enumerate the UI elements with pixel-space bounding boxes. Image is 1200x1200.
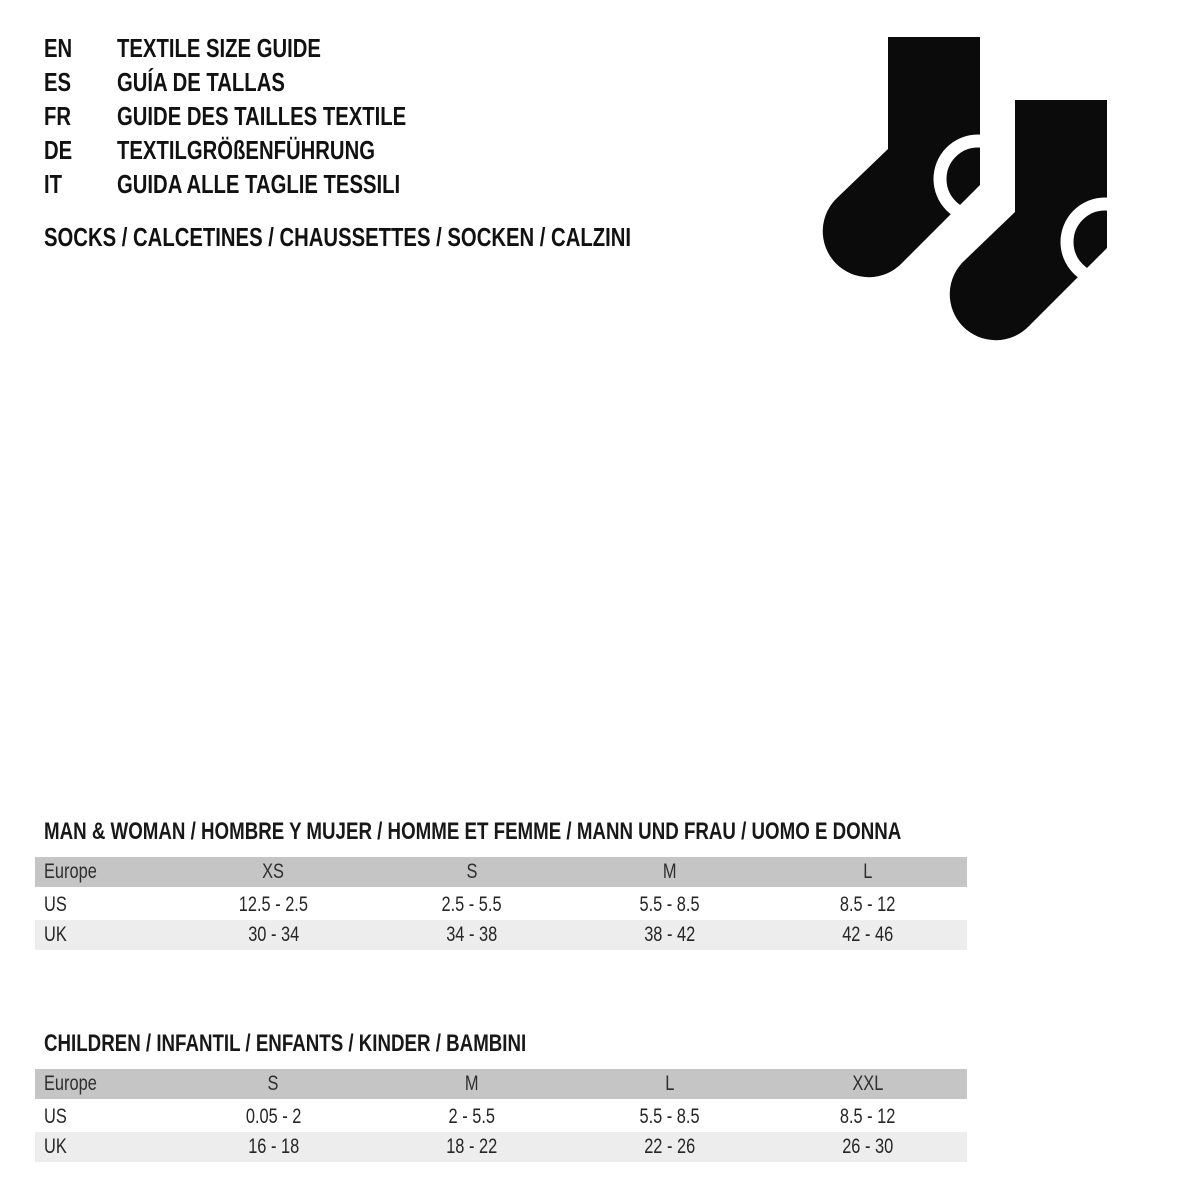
- header-cell-region: Europe: [44, 1072, 97, 1095]
- table-row-uk: [35, 920, 967, 950]
- cell-uk-m: 18 - 22: [446, 1135, 498, 1158]
- table-row-us: [35, 889, 967, 920]
- product-category-text: SOCKS / CALCETINES / CHAUSSETTES / SOCKEN / CALZINI: [44, 222, 632, 252]
- header-cell-region: Europe: [44, 860, 97, 883]
- language-row-fr: [44, 99, 488, 133]
- row-label-us: US: [44, 892, 67, 916]
- table-adult: [35, 857, 967, 950]
- header-cell-size-m: M: [464, 1072, 479, 1095]
- size-table-adult: [35, 820, 967, 950]
- table-title-adult: [35, 820, 967, 844]
- table-header-row: [35, 857, 967, 887]
- language-code-en: EN: [44, 32, 73, 63]
- cell-uk-l: 42 - 46: [842, 923, 894, 946]
- cell-uk-m: 38 - 42: [644, 923, 696, 946]
- language-row-es: [44, 65, 488, 99]
- header-cell-size-xs: XS: [262, 860, 285, 883]
- cell-uk-l: 22 - 26: [644, 1135, 696, 1158]
- table-header-row: [35, 1069, 967, 1099]
- cell-us-m: 2 - 5.5: [448, 1104, 495, 1128]
- cell-us-xs: 12.5 - 2.5: [238, 892, 309, 916]
- guide-title-it: GUIDA ALLE TAGLIE TESSILI: [117, 168, 401, 199]
- cell-us-s: 0.05 - 2: [245, 1104, 302, 1128]
- language-code-de: DE: [44, 134, 73, 165]
- cell-uk-s: 16 - 18: [247, 1135, 299, 1158]
- table-children: [35, 1069, 967, 1162]
- cell-uk-xs: 30 - 34: [247, 923, 299, 946]
- cell-us-s: 2.5 - 5.5: [441, 892, 502, 916]
- socks-icon: [822, 32, 1122, 362]
- row-label-uk: UK: [44, 1135, 67, 1158]
- language-code-it: IT: [44, 168, 63, 199]
- table-title-children: [35, 1032, 967, 1056]
- cell-uk-xxl: 26 - 30: [842, 1135, 894, 1158]
- header-cell-size-m: M: [662, 860, 677, 883]
- header-cell-size-xxl: XXL: [852, 1072, 884, 1095]
- table-title-adult-text: MAN & WOMAN / HOMBRE Y MUJER / HOMME ET FEMME / MANN UND FRAU / UOMO E DONNA: [44, 818, 902, 845]
- guide-title-es: GUÍA DE TALLAS: [117, 66, 285, 97]
- cell-us-l: 8.5 - 12: [840, 892, 896, 916]
- guide-title-en: TEXTILE SIZE GUIDE: [117, 32, 321, 63]
- sock-left-shape: [823, 37, 980, 277]
- header-cell-size-l: L: [665, 1072, 675, 1095]
- row-label-us: US: [44, 1104, 67, 1128]
- cell-us-m: 5.5 - 8.5: [639, 892, 700, 916]
- socks-icon-svg: [822, 32, 1122, 362]
- header-cell-size-s: S: [268, 1072, 279, 1095]
- header-cell-size-l: L: [863, 860, 873, 883]
- language-row-de: [44, 133, 488, 167]
- cell-us-l: 5.5 - 8.5: [639, 1104, 700, 1128]
- language-row-it: [44, 167, 488, 201]
- guide-title-fr: GUIDE DES TAILLES TEXTILE: [117, 100, 407, 131]
- product-category-title: [44, 222, 797, 252]
- table-title-children-text: CHILDREN / INFANTIL / ENFANTS / KINDER / BAMBINI: [44, 1030, 527, 1057]
- language-row-en: [44, 31, 488, 65]
- cell-uk-s: 34 - 38: [446, 923, 498, 946]
- guide-title-de: TEXTILGRÖßENFÜHRUNG: [117, 134, 375, 165]
- cell-us-xxl: 8.5 - 12: [840, 1104, 896, 1128]
- size-table-children: [35, 1032, 967, 1162]
- language-code-fr: FR: [44, 100, 72, 131]
- header-cell-size-s: S: [466, 860, 478, 883]
- language-title-block: [44, 31, 488, 201]
- language-code-es: ES: [44, 66, 72, 97]
- table-row-us: [35, 1101, 967, 1132]
- table-row-uk: [35, 1132, 967, 1162]
- row-label-uk: UK: [44, 923, 67, 946]
